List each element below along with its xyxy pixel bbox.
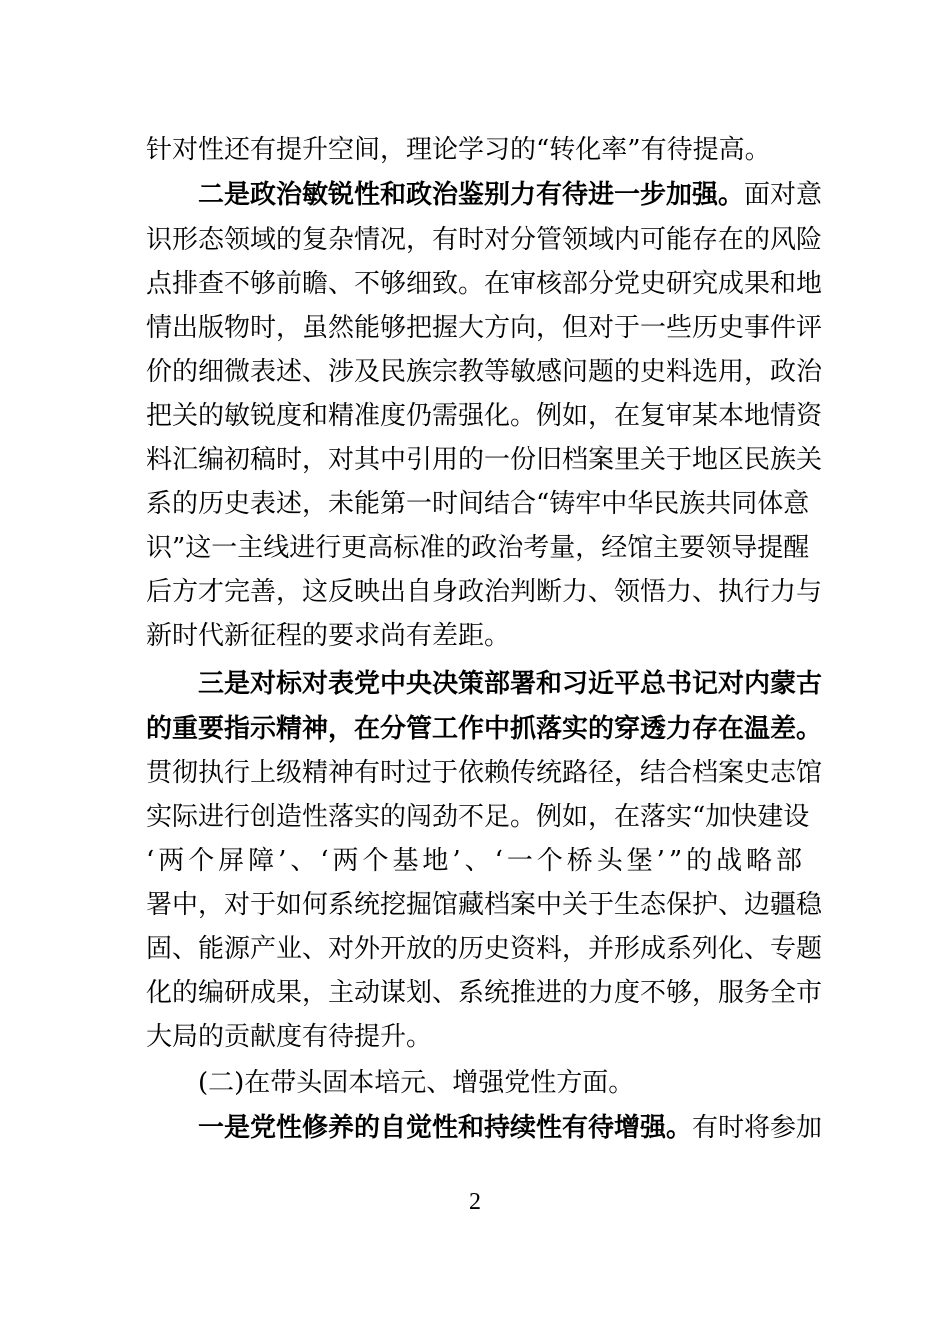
text-run: 化的编研成果，主动谋划、系统推进的力度不够，服务全市 xyxy=(146,978,823,1008)
text-line xyxy=(146,308,822,348)
text-line xyxy=(198,1108,822,1148)
text-line xyxy=(146,929,822,969)
text-line xyxy=(198,1063,634,1103)
text-run: 针对性还有提升空间，理论学习的“转化率”有待提高。 xyxy=(146,135,771,165)
text-run: ‘两个屏障’、‘两个基地’、‘一个桥头堡’”的战略部 xyxy=(146,846,806,876)
text-run: 识形态领域的复杂情况，有时对分管领域内可能存在的风险 xyxy=(146,225,823,255)
text-run: 系的历史表述，未能第一时间结合“铸牢中华民族共同体意 xyxy=(146,489,810,519)
text-run: 价的细微表述、涉及民族宗教等敏感问题的史料选用，政治 xyxy=(146,357,823,387)
page-number: 2 xyxy=(469,1189,481,1215)
text-run: 情出版物时，虽然能够把握大方向，但对于一些历史事件评 xyxy=(146,313,823,343)
text-line xyxy=(146,528,809,568)
text-line xyxy=(146,352,822,392)
text-run: 署中，对于如何系统挖掘馆藏档案中关于生态保护、边疆稳 xyxy=(146,890,823,920)
text-line xyxy=(146,484,809,524)
text-line xyxy=(146,709,822,749)
text-run: 贯彻执行上级精神有时过于依赖传统路径，结合档案史志馆 xyxy=(146,758,823,788)
bold-run: 一是党性修养的自觉性和持续性有待增强。 xyxy=(198,1113,693,1143)
text-line xyxy=(146,753,822,793)
text-line xyxy=(146,264,822,304)
text-run: 料汇编初稿时，对其中引用的一份旧档案里关于地区民族关 xyxy=(146,445,823,475)
text-run: (二)在带头固本培元、增强党性方面。 xyxy=(198,1068,635,1098)
text-line xyxy=(146,841,806,881)
text-run: 新时代新征程的要求尚有差距。 xyxy=(146,621,511,651)
text-line xyxy=(146,797,809,837)
text-run: 后方才完善，这反映出自身政治判断力、领悟力、执行力与 xyxy=(146,577,823,607)
text-line xyxy=(146,220,822,260)
text-run: 把关的敏锐度和精准度仍需强化。例如，在复审某本地情资 xyxy=(146,401,823,431)
bold-run: 的重要指示精神，在分管工作中抓落实的穿透力存在温差。 xyxy=(146,714,823,744)
text-line xyxy=(146,616,510,656)
text-run: 固、能源产业、对外开放的历史资料，并形成系列化、专题 xyxy=(146,934,823,964)
text-run: 有时将参加 xyxy=(692,1113,823,1143)
text-line xyxy=(146,440,822,480)
text-run: 实际进行创造性落实的闯劲不足。例如，在落实“加快建设 xyxy=(146,802,810,832)
text-line xyxy=(146,130,771,170)
text-line xyxy=(146,973,822,1013)
text-run: 识”这一主线进行更高标准的政治考量，经馆主要领导提醒 xyxy=(146,533,810,563)
text-run: 点排查不够前瞻、不够细致。在审核部分党史研究成果和地 xyxy=(146,269,823,299)
bold-run: 二是政治敏锐性和政治鉴别力有待进一步加强。 xyxy=(198,180,745,210)
text-line xyxy=(146,1017,432,1057)
text-run: 面对意 xyxy=(744,180,823,210)
text-line xyxy=(146,572,822,612)
text-line xyxy=(146,885,822,925)
text-run: 大局的贡献度有待提升。 xyxy=(146,1022,433,1052)
text-line xyxy=(198,175,822,215)
text-line xyxy=(146,396,822,436)
text-line xyxy=(198,664,822,704)
bold-run: 三是对标对表党中央决策部署和习近平总书记对内蒙古 xyxy=(198,669,823,699)
